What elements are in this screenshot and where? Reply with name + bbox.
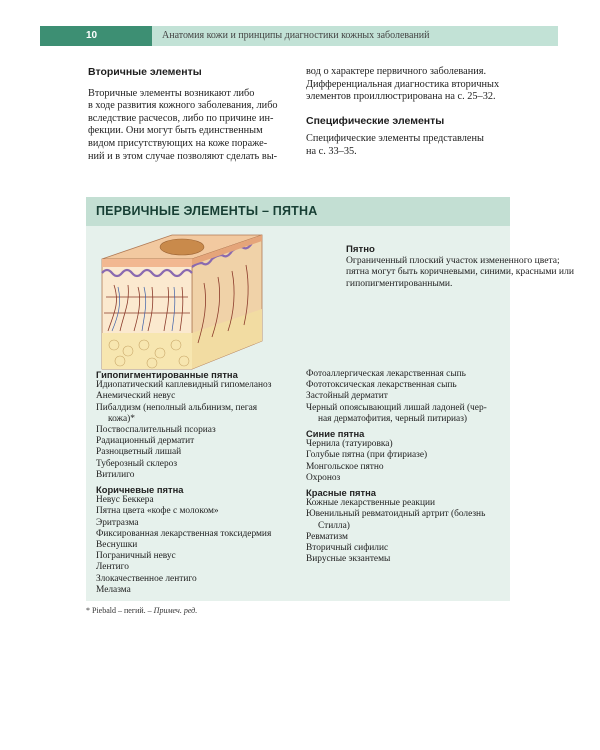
- right-list: [306, 369, 506, 565]
- list-item: ная дерматофития, черный питириаз): [318, 413, 468, 424]
- list-item: Фиксированная лекарственная токсидермия: [96, 528, 272, 539]
- left-list: [96, 369, 306, 596]
- list-item: Невус Беккера: [96, 495, 154, 506]
- list-item: Идиопатический каплевидный гипомеланоз: [96, 380, 272, 391]
- group-heading-red: Красные пятна: [306, 487, 376, 499]
- list-item: Пибалдизм (неполный альбинизм, пегая: [96, 402, 258, 413]
- skin-cross-section-illustration: [94, 233, 304, 375]
- group-heading-blue: Синие пятна: [306, 428, 365, 440]
- left-line: фекции. Они могут быть единственным: [88, 125, 263, 137]
- left-line: Вторичные элементы возникают либо: [88, 87, 255, 99]
- spot-line: пятна могут быть коричневыми, синими, красными или: [346, 266, 574, 278]
- footnote-note: Примеч. ред.: [153, 606, 198, 615]
- box-title-bar: [86, 197, 510, 226]
- list-item: Вирусные экзантемы: [306, 554, 391, 565]
- list-item: Радиационный дерматит: [96, 436, 195, 447]
- spot-definition: [346, 244, 590, 289]
- left-column: [88, 66, 290, 163]
- right-line: элементов проиллюстрирована на с. 25–32.: [306, 91, 496, 103]
- spot-line: гипопигментированными.: [346, 277, 453, 289]
- right-line: вод о характере первичного заболевания.: [306, 66, 487, 77]
- group-heading-brown: Коричневые пятна: [96, 484, 184, 496]
- list-item: Фотоаллергическая лекарственная сыпь: [306, 369, 466, 379]
- list-item: Фототоксическая лекарственная сыпь: [306, 380, 457, 391]
- specific-elements-heading: Специфические элементы: [306, 114, 445, 127]
- secondary-elements-heading: Вторичные элементы: [88, 66, 202, 78]
- list-item: Анемический невус: [96, 391, 176, 402]
- left-line: видом присутствующих на коже пораже-: [88, 137, 268, 149]
- list-item: Чернила (татуировка): [306, 439, 393, 450]
- list-item: Черный опоясывающий лишай ладоней (чер-: [306, 402, 487, 413]
- primary-elements-box: [86, 197, 574, 601]
- list-item: Застойный дерматит: [306, 391, 388, 402]
- list-item: Охроноз: [306, 472, 341, 483]
- list-item: Голубые пятна (при фтириазе): [306, 450, 428, 461]
- left-line: вследствие расчесов, либо по причине ин-: [88, 112, 274, 124]
- right-line: на с. 33–35.: [306, 145, 357, 157]
- list-item: кожа)*: [108, 413, 135, 424]
- left-line: ний и в этом случае позволяют сделать вы-: [88, 150, 278, 162]
- running-title: Анатомия кожи и принципы диагностики кожных заболеваний: [152, 26, 558, 46]
- group-heading-hypopigmented: Гипопигментированные пятна: [96, 369, 238, 380]
- list-item: Стилла): [318, 520, 350, 531]
- list-item: Пограничный невус: [96, 551, 176, 562]
- list-item: Мелазма: [96, 584, 131, 595]
- list-item: Монгольское пятно: [306, 461, 384, 472]
- list-item: Туберозный склероз: [96, 458, 178, 469]
- spot-line: Ограниченный плоский участок измененного цвета;: [346, 255, 560, 267]
- box-title: ПЕРВИЧНЫЕ ЭЛЕМЕНТЫ – ПЯТНА: [96, 204, 318, 218]
- list-item: Поствоспалительный псориаз: [96, 425, 216, 436]
- page-number: 10: [40, 26, 152, 46]
- list-item: Пятна цвета «кофе с молоком»: [96, 506, 219, 517]
- list-item: Ювенильный ревматоидный артрит (болезнь: [306, 509, 486, 520]
- list-item: Вторичный сифилис: [306, 543, 389, 554]
- footnote: [86, 606, 197, 615]
- right-line: Дифференциальная диагностика вторичных: [306, 78, 500, 90]
- list-item: Ревматизм: [306, 531, 348, 542]
- list-item: Злокачественное лентиго: [96, 573, 197, 584]
- list-item: Лентиго: [96, 562, 129, 573]
- footnote-text: * Piebald – пегий. –: [86, 606, 154, 615]
- right-line: Специфические элементы представлены: [306, 133, 484, 145]
- list-item: Эритразма: [96, 517, 139, 528]
- list-item: Кожные лекарственные реакции: [306, 498, 435, 509]
- spot-heading: Пятно: [346, 244, 375, 255]
- list-item: Веснушки: [96, 540, 138, 551]
- right-column: [306, 66, 510, 159]
- left-line: в ходе развития кожного заболевания, либо: [88, 100, 278, 112]
- list-item: Витилиго: [96, 469, 135, 480]
- list-item: Разноцветный лишай: [96, 447, 182, 458]
- running-header: [40, 26, 558, 46]
